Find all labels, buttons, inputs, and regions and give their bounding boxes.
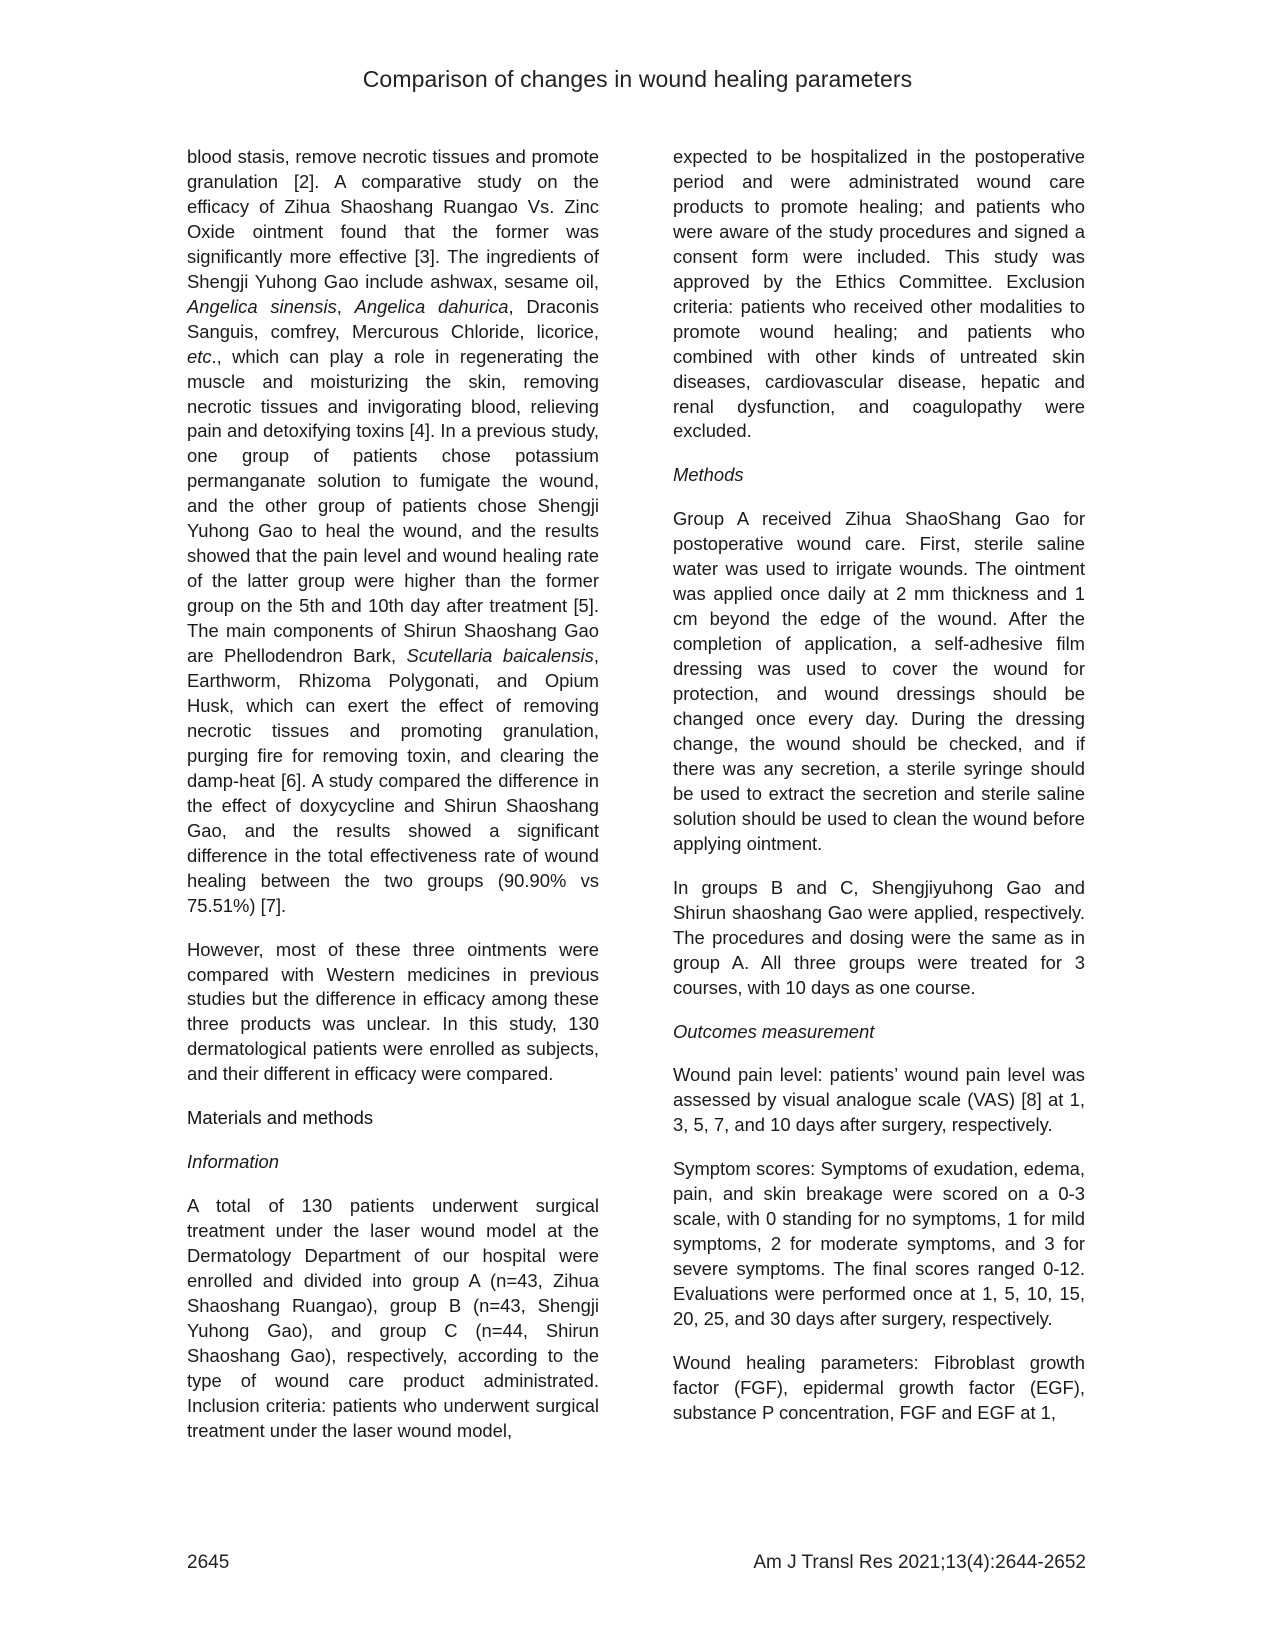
etc-italic: etc (187, 345, 212, 367)
subsection-heading-methods: Methods (673, 464, 744, 486)
journal-citation: Am J Transl Res 2021;13(4):2644-2652 (753, 1552, 1086, 1573)
methods-paragraph-2: In groups B and C, Shengjiyuhong Gao and Shirun shaoshang Gao were applied, respectively. The procedures and dosing were the same as in group A. All three groups were treated for 3 courses, with 10 days as one course. (673, 876, 1085, 998)
text-run: , Earthworm, Rhizoma Polygonati, and Opium Husk, which can exert the effect of removing necrotic tissues and promoting granulation, purging fire for removing toxin, and clearing the damp-heat [6]. A study compared the difference in the effect of doxycycline and Shirun Shaoshang Gao, and the results showed a significant difference in the total effectiveness rate of wound healing between the two groups (90.90% vs 75.51%) [7]. (187, 645, 599, 916)
running-header-title: Comparison of changes in wound healing parameters (362, 66, 913, 92)
outcome-healing-paragraph: Wound healing parameters: Fibroblast growth factor (FGF), epidermal growth factor (EGF), substance P concentration, FGF and EGF at 1, (673, 1351, 1085, 1423)
left-column (187, 145, 599, 1463)
species-name: Angelica sinensis (187, 295, 337, 317)
subsection-heading-information: Information (187, 1151, 279, 1173)
species-name: Angelica dahurica (354, 295, 509, 317)
subsection-heading-outcomes: Outcomes measurement (673, 1020, 875, 1042)
text-run: , Draconis Sanguis, comfrey, Mercurous Chloride, licorice, (187, 295, 599, 342)
text-run: , (336, 295, 355, 317)
text-run: blood stasis, remove necrotic tissues and promote granulation [2]. A comparative study on the efficacy of Zihua Shaoshang Ruangao Vs. Zinc Oxide ointment found that the former was significantly more effective [3]. The ingredients of Shengji Yuhong Gao include ashwax, sesame oil, (187, 146, 599, 292)
text-run: ., which can play a role in regenerating the muscle and moisturizing the skin, removing necrotic tissues and invigorating blood, relieving pain and detoxifying toxins [4]. In a previous study, one group of patients chose potassium permanganate solution to fumigate the wound, and the other group of patients chose Shengji Yuhong Gao to heal the wound, and the results showed that the pain level and wound healing rate of the latter group were higher than the former group on the 5th and 10th day after treatment [5]. The main components of Shirun Shaoshang Gao are Phellodendron Bark, (187, 345, 599, 667)
inclusion-exclusion-paragraph: expected to be hospitalized in the postoperative period and were administrated wound care products to promote healing; and patients who were aware of the study procedures and signed a consent form were included. This study was approved by the Ethics Committee. Exclusion criteria: patients who received other modalities to promote wound healing; and patients who combined with other kinds of untreated skin diseases, cardiovascular disease, hepatic and renal dysfunction, and coagulopathy were excluded. (673, 146, 1085, 442)
section-heading-materials-methods: Materials and methods (187, 1107, 374, 1129)
outcome-symptom-paragraph: Symptom scores: Symptoms of exudation, edema, pain, and skin breakage were scored on a 0-3 scale, with 0 standing for no symptoms, 1 for mild symptoms, 2 for moderate symptoms, and 3 for severe symptoms. The final scores ranged 0-12. Evaluations were performed once at 1, 5, 10, 15, 20, 25, and 30 days after surgery, respectively. (673, 1158, 1085, 1330)
intro-paragraph-2: However, most of these three ointments were compared with Western medicines in previous studies but the difference in efficacy among these three products was unclear. In this study, 130 dermatological patients were enrolled as subjects, and their different in efficacy were compared. (187, 938, 599, 1085)
species-name: Scutellaria baicalensis (406, 645, 594, 667)
methods-paragraph-1: Group A received Zihua ShaoShang Gao for postoperative wound care. First, sterile saline water was used to irrigate wounds. The ointment was applied once daily at 2 mm thickness and 1 cm beyond the edge of the wound. After the completion of application, a self-adhesive film dressing was used to cover the wound for protection, and wound dressings should be changed once every day. During the dressing change, the wound should be checked, and if there was any secretion, a sterile syringe should be used to extract the secretion and sterile saline solution should be used to clean the wound before applying ointment. (673, 508, 1085, 854)
intro-paragraph-1 (187, 145, 599, 919)
page-number: 2645 (187, 1552, 230, 1573)
outcome-pain-paragraph: Wound pain level: patients’ wound pain level was assessed by visual analogue scale (VAS) [8] at 1, 3, 5, 7, and 10 days after surgery, respectively. (673, 1064, 1085, 1136)
right-column (673, 145, 1085, 1445)
information-paragraph: A total of 130 patients underwent surgical treatment under the laser wound model at the Dermatology Department of our hospital were enrolled and divided into group A (n=43, Zihua Shaoshang Ruangao), group B (n=43, Shengji Yuhong Gao), and group C (n=44, Shirun Shaoshang Gao), respectively, according to the type of wound care product administrated. Inclusion criteria: patients who underwent surgical treatment under the laser wound model, (187, 1195, 599, 1441)
